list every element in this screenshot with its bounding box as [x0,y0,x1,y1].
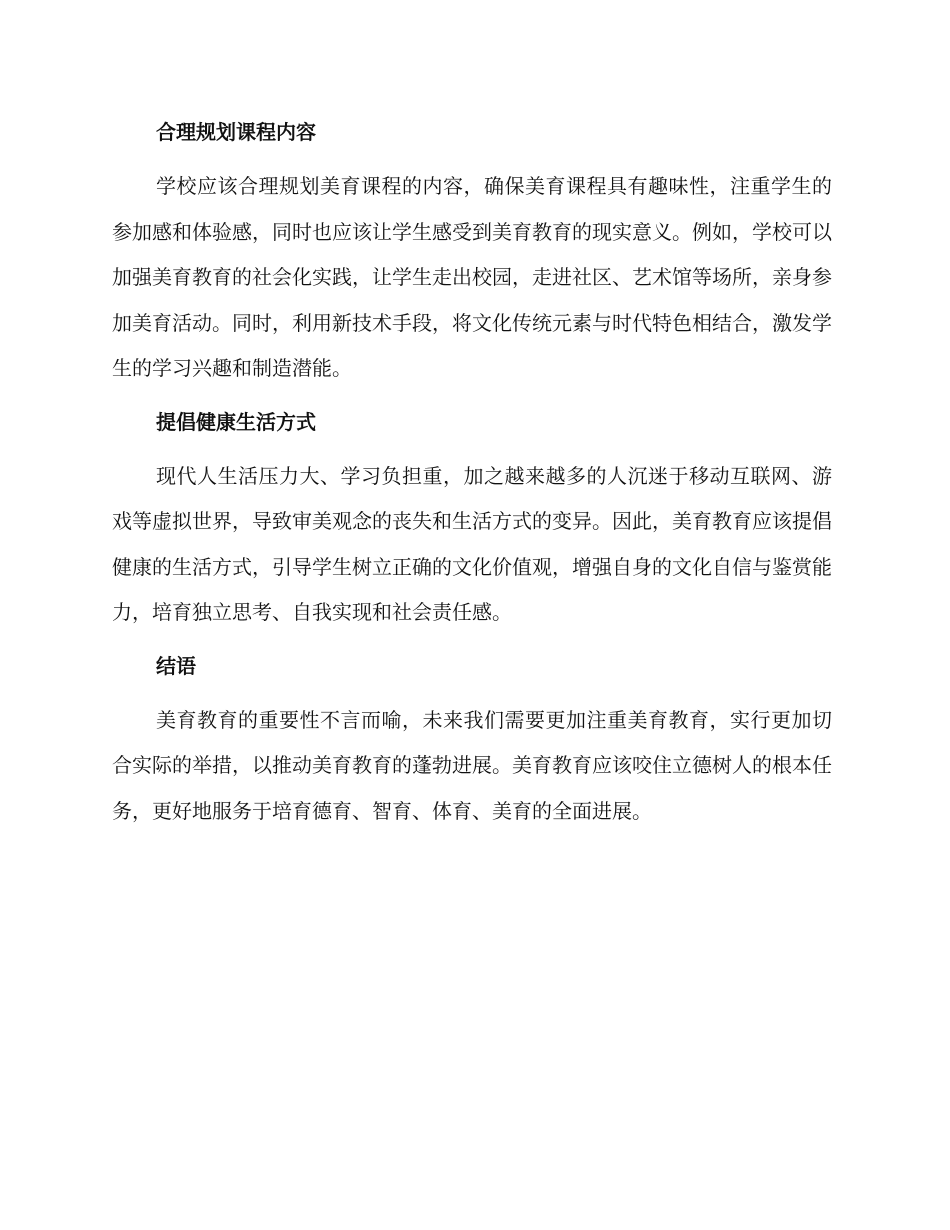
section-paragraph-conclusion: 美育教育的重要性不言而喻，未来我们需要更加注重美育教育，实行更加切合实际的举措，以推动美育教育的蓬勃进展。美育教育应该咬住立德树人的根本任务，更好地服务于培育德育、智育、体育、美育的全面进展。 [112,707,832,823]
section-paragraph-healthy-lifestyle: 现代人生活压力大、学习负担重，加之越来越多的人沉迷于移动互联网、游戏等虚拟世界，导致审美观念的丧失和生活方式的变异。因此，美育教育应该提倡健康的生活方式，引导学生树立正确的文化价值观，增强自身的文化自信与鉴赏能力，培育独立思考、自我实现和社会责任感。 [112,463,832,624]
document-page [112,108,832,834]
section-paragraph-course-planning: 学校应该合理规划美育课程的内容，确保美育课程具有趣味性，注重学生的参加感和体验感，同时也应该让学生感受到美育教育的现实意义。例如，学校可以加强美育教育的社会化实践，让学生走出校园，走进社区、艺术馆等场所，亲身参加美育活动。同时，利用新技术手段，将文化传统元素与时代特色相结合，激发学生的学习兴趣和制造潜能。 [112,174,832,380]
section-heading-conclusion: 结语 [156,653,196,678]
section-heading-healthy-lifestyle: 提倡健康生活方式 [156,409,316,434]
section-heading-course-planning: 合理规划课程内容 [156,120,316,144]
